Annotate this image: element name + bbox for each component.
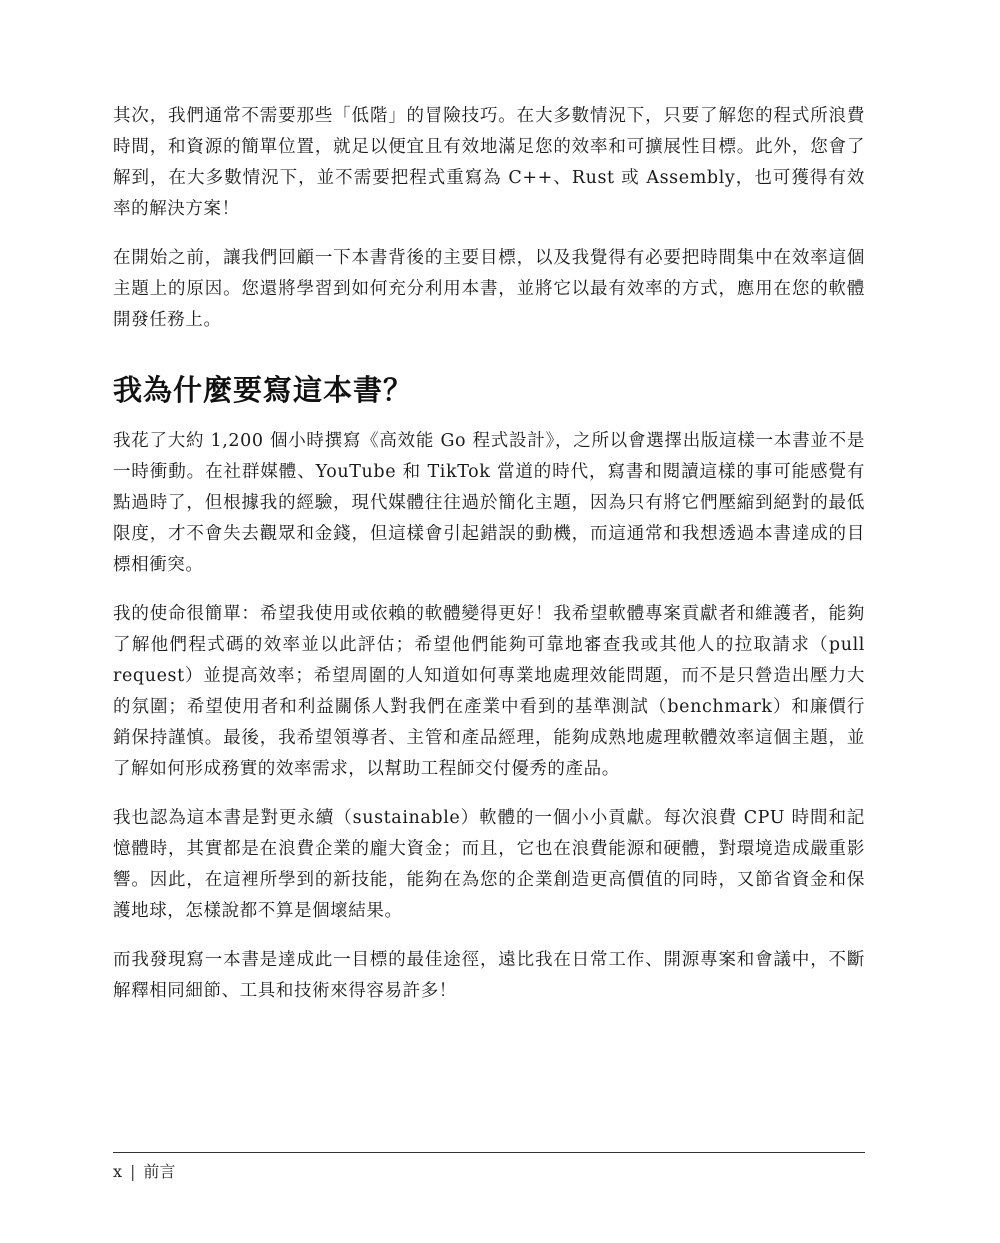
page-footer xyxy=(113,1160,175,1184)
intro-paragraph-1: 其次，我們通常不需要那些「低階」的冒險技巧。在大多數情況下，只要了解您的程式所浪費時間，和資源的簡單位置，就足以便宜且有效地滿足您的效率和可擴展性目標。此外，您會了解到，在大多數情況下，並不需要把程式重寫為 C++、Rust 或 Assembly，也可獲得有效率的解決方案！ xyxy=(113,106,865,219)
section-heading: 我為什麼要寫這本書？ xyxy=(113,373,414,407)
page-content xyxy=(113,101,865,1025)
section-paragraph-3: 我也認為這本書是對更永續（sustainable）軟體的一個小小貢獻。每次浪費 CPU 時間和記憶體時，其實都是在浪費企業的龐大資金；而且，它也在浪費能源和硬體，對環境造成嚴重影響。因此，在這裡所學到的新技能，能夠在為您的企業創造更高價值的同時，又節省資金和保護地球，怎樣說都不算是個壞結果。 xyxy=(113,808,865,921)
intro-paragraph-2: 在開始之前，讓我們回顧一下本書背後的主要目標，以及我覺得有必要把時間集中在效率這個主題上的原因。您還將學習到如何充分利用本書，並將它以最有效率的方式，應用在您的軟體開發任務上。 xyxy=(113,248,865,330)
page-number: x xyxy=(113,1162,123,1181)
footer-separator: | xyxy=(130,1162,136,1181)
section-paragraph-4: 而我發現寫一本書是達成此一目標的最佳途徑，遠比我在日常工作、開源專案和會議中，不斷解釋相同細節、工具和技術來得容易許多！ xyxy=(113,950,865,1001)
footer-divider xyxy=(113,1152,865,1153)
section-paragraph-1: 我花了大約 1,200 個小時撰寫《高效能 Go 程式設計》，之所以會選擇出版這樣一本書並不是一時衝動。在社群媒體、YouTube 和 TikTok 當道的時代，寫書和閱讀這樣的事可能感覺有點過時了，但根據我的經驗，現代媒體往往過於簡化主題，因為只有將它們壓縮到絕對的最低限度，才不會失去觀眾和金錢，但這樣會引起錯誤的動機，而這通常和我想透過本書達成的目標相衝突。 xyxy=(113,431,865,575)
footer-section-title: 前言 xyxy=(143,1162,176,1181)
section-paragraph-2: 我的使命很簡單：希望我使用或依賴的軟體變得更好！我希望軟體專案貢獻者和維護者，能夠了解他們程式碼的效率並以此評估；希望他們能夠可靠地審查我或其他人的拉取請求（pull request）並提高效率；希望周圍的人知道如何專業地處理效能問題，而不是只營造出壓力大的氛圍；希望使用者和利益關係人對我們在產業中看到的基準測試（benchmark）和廉價行銷保持謹慎。最後，我希望領導者、主管和產品經理，能夠成熟地處理軟體效率這個主題，並了解如何形成務實的效率需求，以幫助工程師交付優秀的產品。 xyxy=(113,604,865,779)
